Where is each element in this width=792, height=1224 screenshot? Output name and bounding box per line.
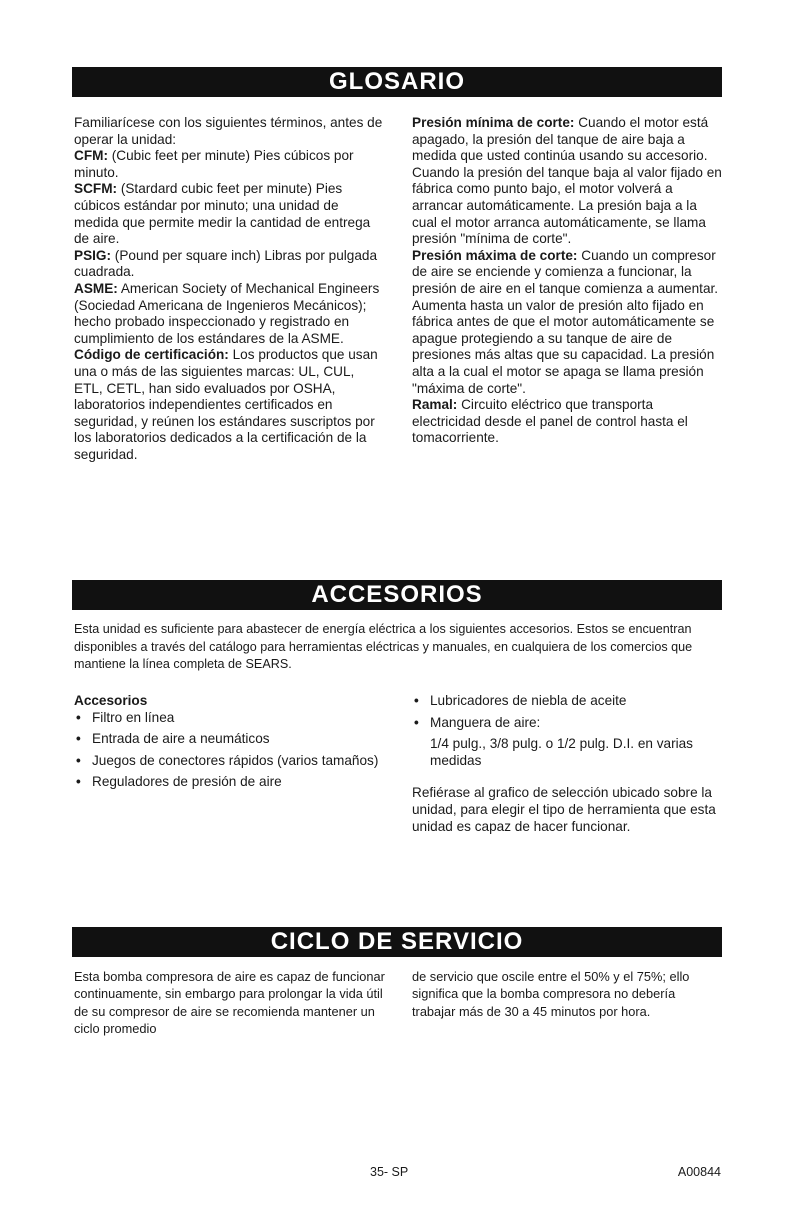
accesorios-left-column <box>74 693 394 796</box>
glossary-term: Ramal: <box>412 397 458 413</box>
glossary-definition: Circuito eléctrico que transporta electricidad desde el panel de control hasta el tomacorriente. <box>412 397 688 446</box>
bullet-icon: • <box>76 709 81 725</box>
glossary-entry-presion-minima <box>412 115 722 248</box>
accessory-list-right <box>412 693 722 731</box>
list-item-label: Manguera de aire: <box>430 714 541 730</box>
list-item-label: Lubricadores de niebla de aceite <box>430 693 627 708</box>
glossary-definition: (Pound per square inch) Libras por pulgada cuadrada. <box>74 247 378 280</box>
document-code: A00844 <box>677 1165 721 1179</box>
hose-sizes: 1/4 pulg., 3/8 pulg. o 1/2 pulg. D.I. en varias medidas <box>430 736 693 768</box>
glossary-entry-codigo-certificacion <box>74 347 384 463</box>
glossary-entry-presion-maxima <box>412 248 722 397</box>
ciclo-servicio-section-title: CICLO DE SERVICIO <box>72 927 722 957</box>
accesorios-intro: Esta unidad es suficiente para abastecer de energía eléctrica a los siguientes accesorios. Estos se encuentran disponibles a través del catálogo para herramientas eléctricas y manuales, en cualquiera de los comercios que mantiene la línea completa de SEARS. <box>74 622 693 671</box>
glosario-section-title: GLOSARIO <box>72 67 722 97</box>
list-item-label: Entrada de aire a neumáticos <box>92 731 270 747</box>
accesorios-note: Refiérase al grafico de selección ubicado sobre la unidad, para elegir el tipo de herramienta que esta unidad es capaz de hacer funcionar. <box>412 785 716 834</box>
glosario-right-column <box>412 115 722 447</box>
glossary-term: PSIG: <box>74 247 112 263</box>
bullet-icon: • <box>414 693 419 708</box>
glossary-entry-asme <box>74 281 384 347</box>
list-item-label: Reguladores de presión de aire <box>92 774 282 790</box>
bullet-icon: • <box>414 714 419 730</box>
accesorios-right-column <box>412 693 722 835</box>
glosario-left-column <box>74 115 384 463</box>
list-item <box>74 731 394 748</box>
ciclo-right-text: de servicio que oscile entre el 50% y el 75%; ello significa que la bomba compresora no debería trabajar más de 30 a 45 minutos por hora. <box>412 969 690 1019</box>
accesorios-section-title: ACCESORIOS <box>72 580 722 610</box>
glossary-term: Código de certificación: <box>74 347 229 363</box>
glossary-entry-cfm <box>74 148 384 181</box>
accessory-list-left <box>74 710 394 791</box>
bullet-icon: • <box>76 774 81 790</box>
ciclo-left-text: Esta bomba compresora de aire es capaz de funcionar continuamente, sin embargo para prolongar la vida útil de su compresor de aire se recomienda mantener un ciclo promedio <box>74 969 385 1036</box>
glossary-definition: (Cubic feet per minute) Pies cúbicos por minuto. <box>74 148 354 180</box>
list-item <box>74 710 394 727</box>
glossary-term: Presión máxima de corte: <box>412 247 578 263</box>
glossary-entry-psig <box>74 248 384 281</box>
glossary-definition: (Stardard cubic feet per minute) Pies cúbicos estándar por minuto; una unidad de medida que permite medir la cantidad de entrega de aire. <box>74 181 371 247</box>
bullet-icon: • <box>76 731 81 747</box>
glossary-definition: American Society of Mechanical Engineers (Sociedad Americana de Ingenieros Mecánicos); hecho probado inspeccionado y registrado en cumplimiento de los estándares de la ASME. <box>74 280 380 346</box>
bullet-icon: • <box>76 752 81 768</box>
list-item-label: Juegos de conectores rápidos (varios tamaños) <box>92 752 379 768</box>
glossary-entry-ramal <box>412 397 722 447</box>
glossary-term: SCFM: <box>74 181 118 197</box>
list-item <box>412 715 722 732</box>
list-item <box>74 753 394 770</box>
glossary-term: Presión mínima de corte: <box>412 115 575 130</box>
glossary-definition: Cuando un compresor de aire se enciende y comienza a funcionar, la presión de aire en el tanque comienza a aumentar. Aumenta hasta un valor de presión alto fijado en fábrica antes de que el motor automáticamente se apague protegiendo a su tanque de aire de presiones más altas que su capacidad. La presión alta a la cual el motor se apaga se llama presión "máxima de corte". <box>412 247 719 396</box>
list-item <box>412 693 722 710</box>
glossary-definition: Los productos que usan una o más de las siguientes marcas: UL, CUL, ETL, CETL, han sido evaluados por OSHA, laboratorios independientes certificados en seguridad, y reúnen los estándares suscriptos por los laboratorios dedicados a la certificación de la seguridad. <box>74 347 378 462</box>
accesorios-heading: Accesorios <box>74 693 148 708</box>
glossary-definition: Cuando el motor está apagado, la presión del tanque de aire baja a medida que usted continúa usando su accesorio. Cuando la presión del tanque baja al valor fijado en fábrica como punto bajo, el motor volverá a arrancar automáticamente. La presión baja a la cual el motor arranca automáticamente, se llama presión "mínima de corte". <box>412 115 722 247</box>
glossary-entry-scfm <box>74 181 384 247</box>
list-item <box>74 774 394 791</box>
glossary-term: ASME: <box>74 280 118 296</box>
list-item-label: Filtro en línea <box>92 709 175 725</box>
page-number: 35- SP <box>370 1165 409 1179</box>
glossary-term: CFM: <box>74 148 108 164</box>
glosario-intro: Familiarícese con los siguientes términos, antes de operar la unidad: <box>74 115 383 147</box>
